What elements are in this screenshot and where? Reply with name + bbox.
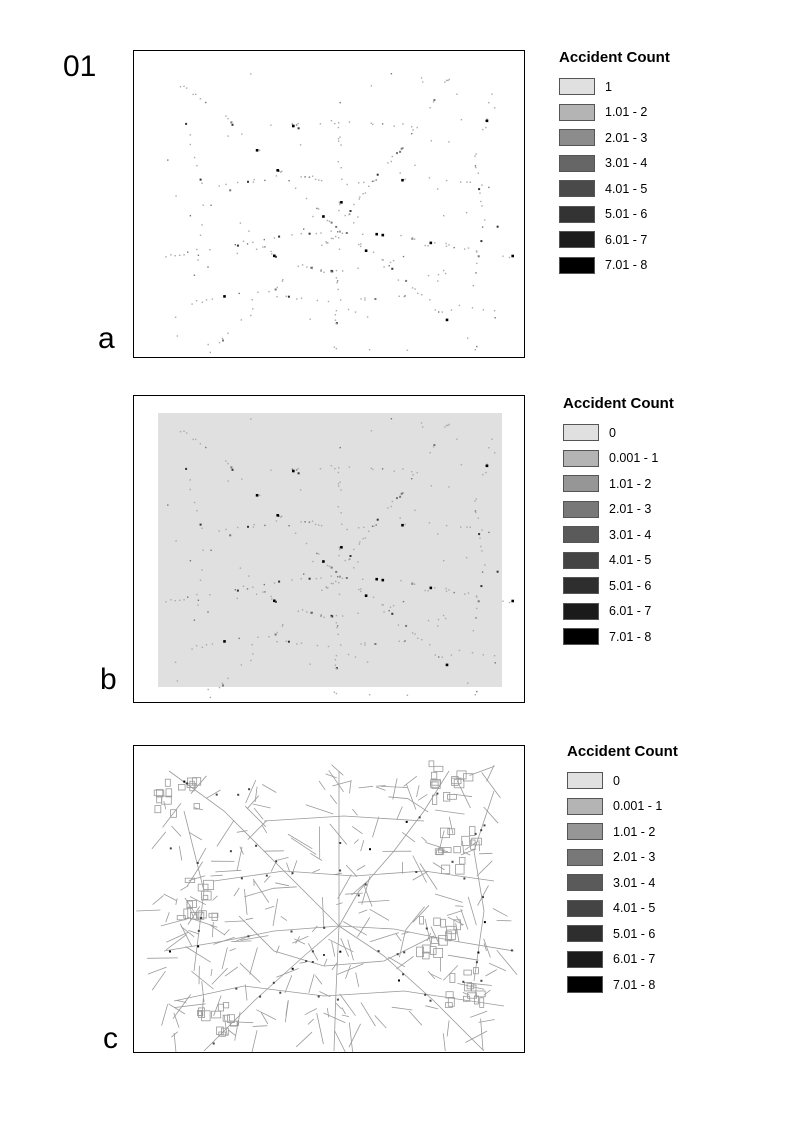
legend-label: 4.01 - 5	[605, 181, 648, 196]
legend-item	[559, 74, 670, 100]
legend-item	[567, 794, 678, 820]
panel-b-letter: b	[100, 663, 117, 696]
legend-item	[559, 253, 670, 279]
legend-label: 3.01 - 4	[609, 527, 652, 542]
legend-swatch	[567, 823, 603, 840]
legend-label: 6.01 - 7	[609, 604, 652, 619]
panel-a-letter: a	[98, 322, 115, 355]
legend-item	[563, 497, 674, 523]
legend-label: 5.01 - 6	[609, 578, 652, 593]
legend-panel-b	[563, 395, 674, 650]
legend-swatch	[567, 900, 603, 917]
map-panel-a	[133, 50, 525, 358]
legend-label: 1.01 - 2	[609, 476, 652, 491]
road-lines	[136, 761, 517, 1053]
legend-item	[567, 768, 678, 794]
legend-swatch	[563, 475, 599, 492]
legend-item	[559, 125, 670, 151]
legend-label: 4.01 - 5	[613, 901, 656, 916]
legend-label: 0	[609, 425, 616, 440]
legend-label: 7.01 - 8	[609, 629, 652, 644]
legend-label: 4.01 - 5	[609, 553, 652, 568]
legend-panel-a	[559, 49, 670, 278]
legend-item	[567, 921, 678, 947]
legend-label: 1.01 - 2	[605, 105, 648, 120]
accident-points	[169, 781, 513, 1045]
legend-item	[567, 819, 678, 845]
accident-points	[165, 73, 514, 353]
legend-label: 1.01 - 2	[613, 824, 656, 839]
legend-label: 2.01 - 3	[609, 502, 652, 517]
legend-item	[559, 176, 670, 202]
map-panel-b	[133, 395, 525, 703]
legend-swatch	[567, 976, 603, 993]
legend-item	[559, 202, 670, 228]
legend-label: 2.01 - 3	[613, 850, 656, 865]
legend-swatch	[559, 78, 595, 95]
legend-item	[563, 548, 674, 574]
legend-label: 0	[613, 773, 620, 788]
legend-label: 2.01 - 3	[605, 130, 648, 145]
legend-item	[567, 947, 678, 973]
legend-swatch	[559, 257, 595, 274]
legend-swatch	[563, 526, 599, 543]
legend-swatch	[563, 501, 599, 518]
legend-swatch	[559, 104, 595, 121]
legend-title: Accident Count	[563, 395, 674, 412]
map-panel-c	[133, 745, 525, 1053]
legend-item	[567, 845, 678, 871]
legend-title: Accident Count	[567, 743, 678, 760]
legend-item	[559, 227, 670, 253]
legend-swatch	[567, 874, 603, 891]
legend-label: 0.001 - 1	[613, 799, 663, 814]
legend-label: 7.01 - 8	[605, 258, 648, 273]
legend-swatch	[559, 155, 595, 172]
legend-label: 0.001 - 1	[609, 451, 659, 466]
legend-swatch	[559, 206, 595, 223]
legend-title: Accident Count	[559, 49, 670, 66]
legend-label: 6.01 - 7	[613, 952, 656, 967]
legend-item	[563, 599, 674, 625]
legend-panel-c	[567, 743, 678, 998]
legend-swatch	[563, 577, 599, 594]
legend-item	[563, 522, 674, 548]
legend-label: 7.01 - 8	[613, 977, 656, 992]
legend-item	[563, 446, 674, 472]
legend-item	[559, 151, 670, 177]
legend-swatch	[559, 180, 595, 197]
legend-label: 3.01 - 4	[605, 156, 648, 171]
accident-raster-map	[134, 396, 525, 703]
legend-item	[567, 870, 678, 896]
legend-swatch	[559, 231, 595, 248]
legend-swatch	[559, 129, 595, 146]
legend-swatch	[563, 603, 599, 620]
legend-item	[563, 420, 674, 446]
legend-item	[563, 573, 674, 599]
legend-swatch	[567, 798, 603, 815]
raster-extent	[158, 413, 502, 687]
legend-label: 5.01 - 6	[605, 207, 648, 222]
legend-item	[563, 624, 674, 650]
legend-label: 3.01 - 4	[613, 875, 656, 890]
legend-swatch	[567, 925, 603, 942]
legend-swatch	[567, 951, 603, 968]
legend-item	[567, 896, 678, 922]
legend-item	[559, 100, 670, 126]
legend-swatch	[563, 552, 599, 569]
figure-number: 01	[63, 50, 97, 83]
legend-item	[567, 972, 678, 998]
legend-swatch	[563, 424, 599, 441]
legend-swatch	[567, 849, 603, 866]
legend-swatch	[563, 628, 599, 645]
legend-item	[563, 471, 674, 497]
legend-swatch	[567, 772, 603, 789]
legend-label: 1	[605, 79, 612, 94]
panel-c-letter: c	[103, 1022, 118, 1055]
road-network-map	[134, 746, 525, 1053]
accident-point-map	[134, 51, 525, 358]
legend-label: 6.01 - 7	[605, 232, 648, 247]
legend-label: 5.01 - 6	[613, 926, 656, 941]
legend-swatch	[563, 450, 599, 467]
